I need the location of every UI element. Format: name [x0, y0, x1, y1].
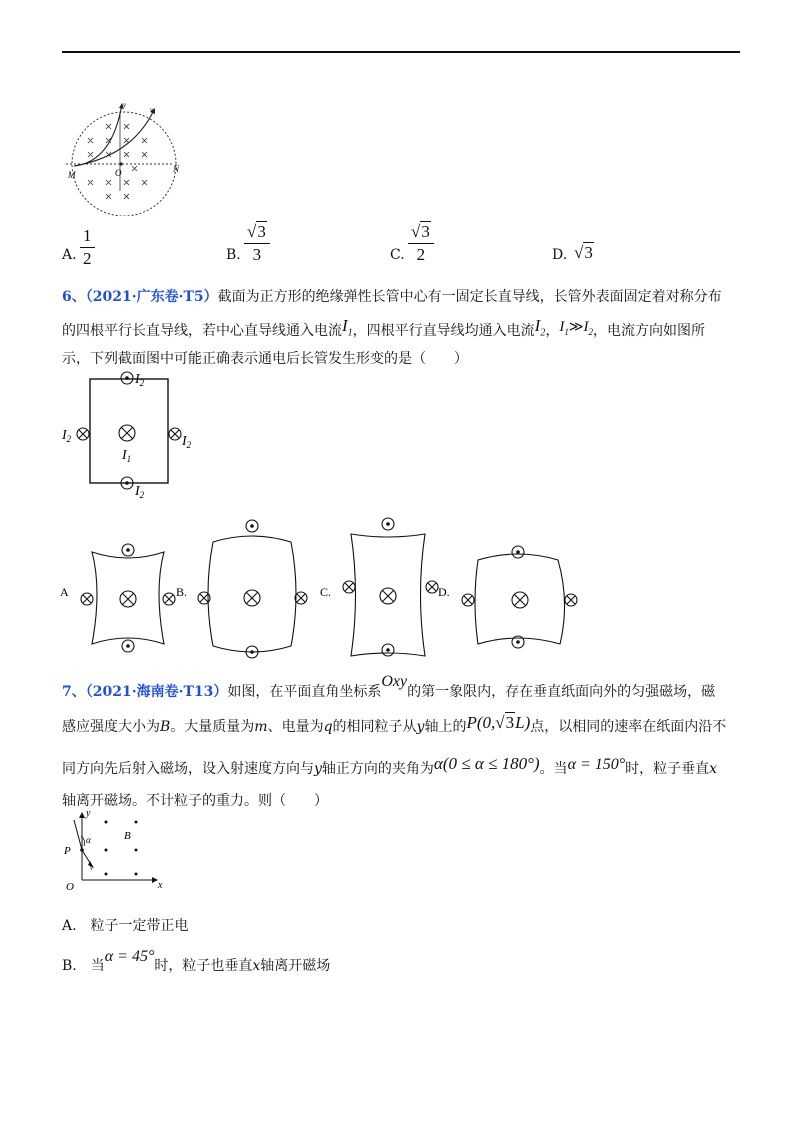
q6-options-figure: [58, 512, 588, 662]
q6-number: 6、: [62, 289, 86, 305]
q5-option-a-value: $\frac{1}{2}$: [80, 226, 95, 269]
q5-option-c-value: $\frac{√3}{2}$: [408, 222, 434, 265]
q5-option-d-value: √3: [574, 243, 593, 262]
q5-option-c-label: C.: [390, 247, 405, 263]
q6-option-b: B.: [176, 585, 188, 599]
q6-option-a: A: [60, 585, 69, 599]
q7-option-a: A. 粒子一定带正电: [62, 918, 189, 934]
magnetic-field-circle-figure: [62, 96, 190, 216]
q7-line-1: 7、（2021·海南卷·T13）如图，在平面直角坐标系Oxy的第一象限内，存在垂直纸面向外的匀强磁场，磁: [62, 673, 716, 700]
q5-option-b-label: B.: [226, 247, 241, 263]
label-center-current: $I_1$: [122, 448, 132, 464]
velocity-label: v: [90, 864, 94, 872]
q5-option-b-value: $\frac{√3}{3}$: [244, 222, 270, 265]
q6-option-c: C.: [320, 585, 332, 599]
label-v2: v: [150, 106, 154, 114]
point-p-label: P: [64, 845, 71, 857]
label-right-current: $I_2$: [182, 434, 192, 450]
q6-option-d: D.: [438, 585, 450, 599]
field-cross-marks: [88, 124, 147, 199]
q7-line-2: 感应强度大小为B。大量质量为m、电量为q的相同粒子从y轴上的P(0,√3L)点，以相同的速率在纸面内沿不: [62, 713, 727, 735]
label-O: O: [115, 168, 122, 178]
angle-alpha-label: α: [86, 835, 91, 845]
q6-line-3: 示，下列截面图中可能正确表示通电后长管发生形变的是（ ）: [62, 351, 468, 367]
label-top-current: $I_2$: [135, 372, 145, 388]
label-N: N: [173, 164, 180, 174]
q7-option-b: B. 当α = 45°时，粒子也垂直x轴离开磁场: [62, 948, 331, 974]
square-tube-figure: [60, 365, 200, 505]
q7-line-3: 同方向先后射入磁场，设入射速度方向与y轴正方向的夹角为α(0 ≤ α ≤ 180°)。当α = 150°时，粒子垂直x: [62, 754, 718, 777]
q7-number: 7、: [62, 684, 86, 700]
q6-line-1: 6、（2021·广东卷·T5）截面为正方形的绝缘弹性长管中心有一固定长直导线，长管外表面固定着对称分布: [62, 289, 722, 305]
label-left-current: $I_2$: [62, 428, 72, 444]
origin-label: O: [66, 881, 74, 892]
header-rule: [62, 51, 740, 53]
q7-line-4: 轴离开磁场。不计粒子的重力。则（ ）: [62, 793, 328, 809]
label-M: M: [68, 170, 76, 180]
axis-y-label: y: [86, 808, 91, 819]
q6-line-2: 的四根平行长直导线，若中心直导线通入电流$I_1$，四根平行直导线均通入电流$I_2$，$I_1≫I_2$，电流方向如图所: [62, 316, 705, 339]
label-bottom-current: $I_2$: [135, 484, 145, 500]
q6-source-tag: （2021·广东卷·T5）: [85, 289, 218, 305]
q7-source-tag: （2021·海南卷·T13）: [85, 684, 228, 700]
field-b-label: B: [124, 830, 131, 842]
q5-option-d-label: D.: [552, 247, 568, 263]
axis-x-label: x: [158, 880, 163, 891]
coordinate-field-figure: [60, 806, 170, 892]
q5-option-a-label: A.: [62, 247, 77, 263]
label-v1: v: [123, 101, 127, 109]
